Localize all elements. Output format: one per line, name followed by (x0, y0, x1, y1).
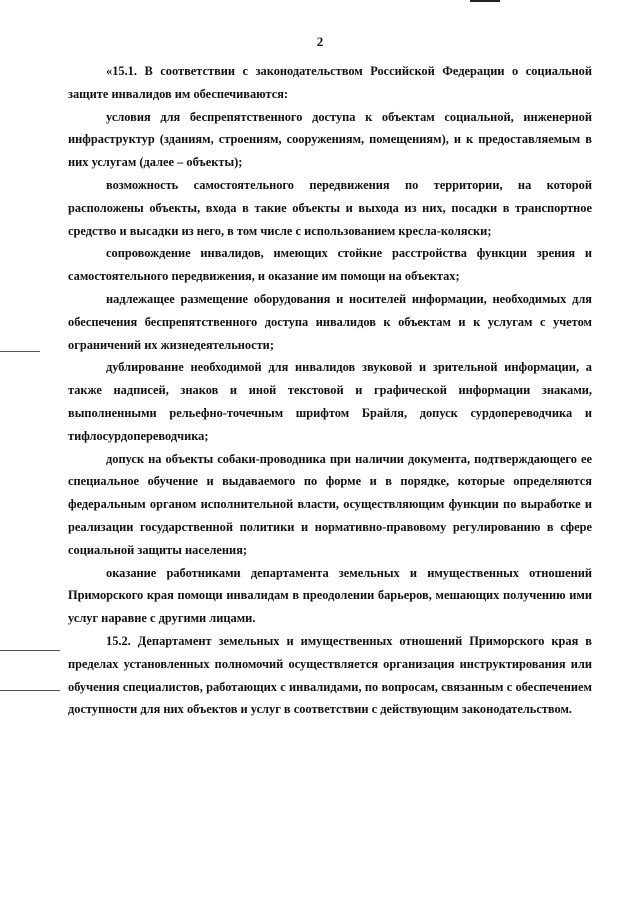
page-number: 2 (316, 34, 324, 49)
scan-artifact-line (0, 351, 40, 352)
paragraph: 15.2. Департамент земельных и имущественных отношений Приморского края в пределах установленных полномочий осуществляется организация инструктирования или обучения специалистов, работающих с инвалидами, по вопросам, связанным с обеспечением доступности для них объектов и услуг в соответствии с действующим законодательством. (68, 633, 592, 717)
paragraph: «15.1. В соответствии с законодательством Российской Федерации о социальной защите инвалидов им обеспечиваются: (68, 64, 592, 101)
paragraph: дублирование необходимой для инвалидов звуковой и зрительной информации, а также надписей, знаков и иной текстовой и графической информации знаками, выполненными рельефно-точечным шрифтом Брайля, допуск сурдопереводчика и тифлосурдопереводчика; (68, 360, 592, 443)
paragraph: условия для беспрепятственного доступа к объектам социальной, инженерной инфраструктур (зданиям, строениям, сооружениям, помещениям), и к предоставляемым в них услугам (далее – объекты); (68, 109, 592, 170)
paragraph: возможность самостоятельного передвижения по территории, на которой расположены объекты, входа в такие объекты и выхода из них, посадки в транспортное средство и высадки из него, в том числе с использованием кресла-коляски; (68, 177, 592, 238)
paragraph: надлежащее размещение оборудования и носителей информации, необходимых для обеспечения беспрепятственного доступа инвалидов к объектам и к услугам с учетом ограничений их жизнедеятельности; (68, 291, 592, 352)
document-body (68, 60, 592, 721)
paragraph: сопровождение инвалидов, имеющих стойкие расстройства функции зрения и самостоятельного передвижения, и оказание им помощи на объектах; (68, 246, 592, 284)
scan-artifact-line (0, 690, 60, 691)
paragraph: допуск на объекты собаки-проводника при наличии документа, подтверждающего ее специальное обучение и выдаваемого по форме и в порядке, которые определяются федеральным органом исполнительной власти, осуществляющим функции по выработке и реализации государственной политики и нормативно-правовому регулированию в сфере социальной защиты населения; (68, 451, 592, 557)
paragraph: оказание работниками департамента земельных и имущественных отношений Приморского края помощи инвалидам в преодолении барьеров, мешающих получению ими услуг наравне с другими лицами. (68, 565, 592, 626)
scan-edge-mark (470, 0, 500, 2)
scan-artifact-line (0, 650, 60, 651)
